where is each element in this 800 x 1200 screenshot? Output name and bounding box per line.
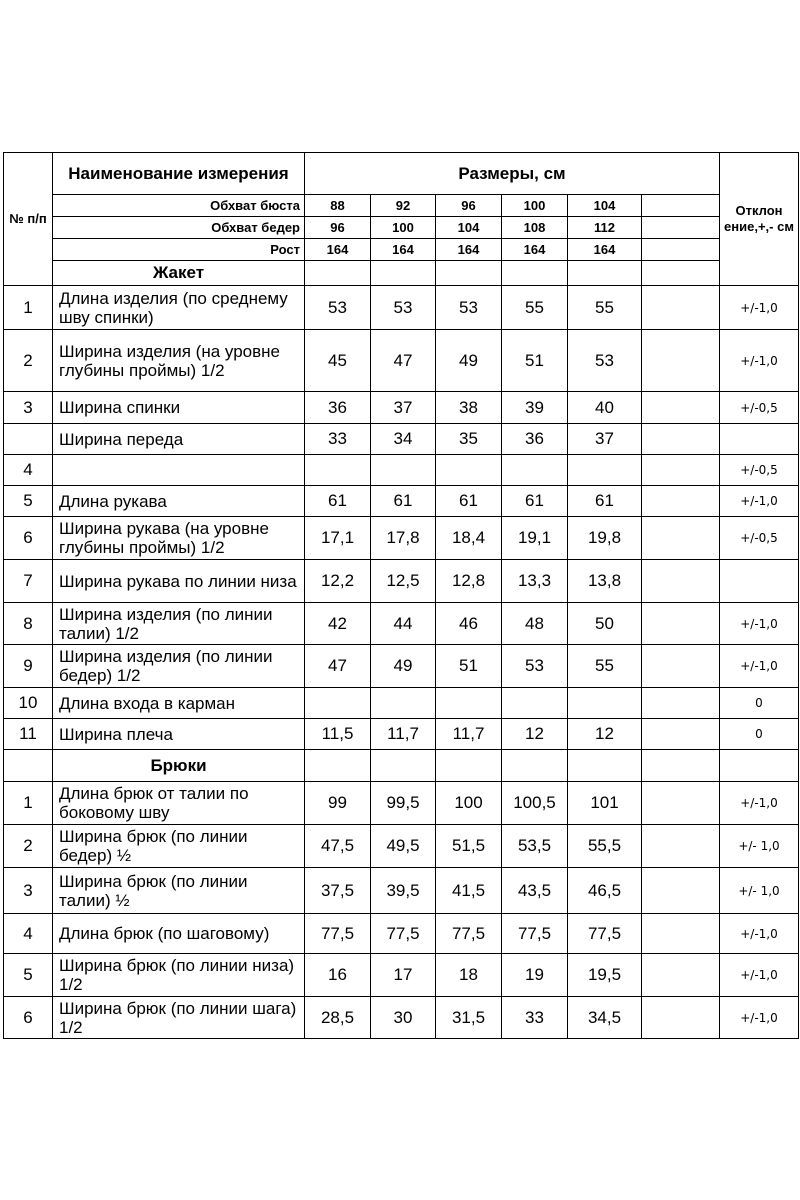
empty-size-cell bbox=[642, 455, 720, 486]
measurement-name: Ширина брюк (по линии шага) 1/2 bbox=[53, 997, 305, 1039]
hips-value: 104 bbox=[436, 217, 502, 239]
size-value: 55 bbox=[568, 645, 642, 688]
size-value: 36 bbox=[502, 424, 568, 455]
size-value: 34 bbox=[371, 424, 436, 455]
empty-size-cell bbox=[642, 286, 720, 330]
row-number: 6 bbox=[4, 517, 53, 560]
empty-size-cell bbox=[642, 195, 720, 217]
table-row bbox=[4, 603, 799, 645]
size-value: 53 bbox=[305, 286, 371, 330]
size-value: 28,5 bbox=[305, 997, 371, 1039]
measurement-name: Длина рукава bbox=[53, 486, 305, 517]
row-number-header: № п/п bbox=[4, 153, 53, 286]
size-value: 48 bbox=[502, 603, 568, 645]
hips-value: 96 bbox=[305, 217, 371, 239]
size-value: 41,5 bbox=[436, 868, 502, 914]
height-value: 164 bbox=[502, 239, 568, 261]
row-number: 1 bbox=[4, 286, 53, 330]
size-value: 38 bbox=[436, 392, 502, 424]
deviation-value: +/-1,0 bbox=[720, 330, 799, 392]
measurement-name: Ширина рукава по линии низа bbox=[53, 560, 305, 603]
size-value: 12,2 bbox=[305, 560, 371, 603]
size-value: 47,5 bbox=[305, 825, 371, 868]
size-value bbox=[502, 455, 568, 486]
size-value: 51 bbox=[436, 645, 502, 688]
size-value: 12 bbox=[502, 719, 568, 750]
size-value: 33 bbox=[502, 997, 568, 1039]
size-value: 30 bbox=[371, 997, 436, 1039]
size-value: 53 bbox=[436, 286, 502, 330]
empty-size-cell bbox=[642, 239, 720, 261]
size-value: 19,5 bbox=[568, 954, 642, 997]
empty-size-cell bbox=[642, 719, 720, 750]
size-value: 13,3 bbox=[502, 560, 568, 603]
size-value: 50 bbox=[568, 603, 642, 645]
hips-value: 108 bbox=[502, 217, 568, 239]
size-value: 19,1 bbox=[502, 517, 568, 560]
table-row bbox=[4, 330, 799, 392]
empty-size-cell bbox=[642, 517, 720, 560]
empty-size-cell bbox=[436, 261, 502, 286]
deviation-value: +/-0,5 bbox=[720, 517, 799, 560]
bust-value: 88 bbox=[305, 195, 371, 217]
deviation-value: +/-0,5 bbox=[720, 392, 799, 424]
empty-size-cell bbox=[642, 603, 720, 645]
size-value: 100 bbox=[436, 782, 502, 825]
size-value bbox=[568, 688, 642, 719]
empty-size-cell bbox=[642, 424, 720, 455]
row-number: 2 bbox=[4, 825, 53, 868]
empty-size-cell bbox=[305, 261, 371, 286]
deviation-value: +/-0,5 bbox=[720, 455, 799, 486]
empty-size-cell bbox=[371, 750, 436, 782]
size-value: 61 bbox=[436, 486, 502, 517]
size-chart-table bbox=[3, 152, 799, 1039]
size-value: 17,8 bbox=[371, 517, 436, 560]
table-row bbox=[4, 719, 799, 750]
deviation-value: 0 bbox=[720, 688, 799, 719]
empty-size-cell bbox=[371, 261, 436, 286]
empty-size-cell bbox=[642, 782, 720, 825]
measurement-name: Длина брюк (по шаговому) bbox=[53, 914, 305, 954]
row-number: 1 bbox=[4, 782, 53, 825]
empty-size-cell bbox=[642, 261, 720, 286]
height-label: Рост bbox=[53, 239, 305, 261]
measurement-name: Длина брюк от талии по боковому шву bbox=[53, 782, 305, 825]
size-value: 46,5 bbox=[568, 868, 642, 914]
deviation-value: +/-1,0 bbox=[720, 954, 799, 997]
bust-label: Обхват бюста bbox=[53, 195, 305, 217]
empty-size-cell bbox=[502, 261, 568, 286]
size-value: 17 bbox=[371, 954, 436, 997]
table-row bbox=[4, 914, 799, 954]
row-number: 5 bbox=[4, 954, 53, 997]
size-value: 40 bbox=[568, 392, 642, 424]
sizes-header: Размеры, см bbox=[305, 153, 720, 195]
deviation-value: +/-1,0 bbox=[720, 486, 799, 517]
size-value: 49 bbox=[436, 330, 502, 392]
empty-size-cell bbox=[642, 750, 720, 782]
empty-size-cell bbox=[642, 954, 720, 997]
size-value: 55 bbox=[502, 286, 568, 330]
deviation-value: 0 bbox=[720, 719, 799, 750]
table-row bbox=[4, 486, 799, 517]
empty-size-cell bbox=[642, 914, 720, 954]
height-value: 164 bbox=[568, 239, 642, 261]
measurement-name: Длина входа в карман bbox=[53, 688, 305, 719]
size-value: 61 bbox=[305, 486, 371, 517]
measurement-name-header: Наименование измерения bbox=[53, 153, 305, 195]
size-value: 19 bbox=[502, 954, 568, 997]
measurement-name: Ширина изделия (по линии бедер) 1/2 bbox=[53, 645, 305, 688]
empty-size-cell bbox=[568, 261, 642, 286]
empty-size-cell bbox=[502, 750, 568, 782]
size-value: 17,1 bbox=[305, 517, 371, 560]
table-row bbox=[4, 424, 799, 455]
size-value: 100,5 bbox=[502, 782, 568, 825]
size-value: 42 bbox=[305, 603, 371, 645]
size-value: 39,5 bbox=[371, 868, 436, 914]
deviation-value: +/-1,0 bbox=[720, 914, 799, 954]
row-number: 4 bbox=[4, 914, 53, 954]
height-value: 164 bbox=[436, 239, 502, 261]
bust-value: 100 bbox=[502, 195, 568, 217]
size-value: 18,4 bbox=[436, 517, 502, 560]
size-value bbox=[436, 688, 502, 719]
row-number: 2 bbox=[4, 330, 53, 392]
hips-value: 112 bbox=[568, 217, 642, 239]
height-value: 164 bbox=[371, 239, 436, 261]
size-value: 77,5 bbox=[305, 914, 371, 954]
size-value: 11,7 bbox=[371, 719, 436, 750]
empty-deviation-cell bbox=[720, 750, 799, 782]
deviation-value bbox=[720, 560, 799, 603]
size-value: 43,5 bbox=[502, 868, 568, 914]
table-row bbox=[4, 825, 799, 868]
size-value: 55,5 bbox=[568, 825, 642, 868]
empty-size-cell bbox=[305, 750, 371, 782]
empty-size-cell bbox=[642, 868, 720, 914]
table-row bbox=[4, 286, 799, 330]
hip-label: Обхват бедер bbox=[53, 217, 305, 239]
table-row bbox=[4, 645, 799, 688]
size-value: 13,8 bbox=[568, 560, 642, 603]
empty-size-cell bbox=[642, 825, 720, 868]
size-value bbox=[568, 455, 642, 486]
size-value: 39 bbox=[502, 392, 568, 424]
empty-size-cell bbox=[436, 750, 502, 782]
size-value: 49 bbox=[371, 645, 436, 688]
empty-size-cell bbox=[642, 486, 720, 517]
size-value: 53 bbox=[568, 330, 642, 392]
bust-value: 92 bbox=[371, 195, 436, 217]
deviation-value: +/-1,0 bbox=[720, 782, 799, 825]
empty-number-cell bbox=[4, 750, 53, 782]
size-value: 12 bbox=[568, 719, 642, 750]
row-number: 5 bbox=[4, 486, 53, 517]
table-row bbox=[4, 688, 799, 719]
size-value: 61 bbox=[371, 486, 436, 517]
table-row bbox=[4, 868, 799, 914]
size-value: 12,8 bbox=[436, 560, 502, 603]
deviation-value: +/-1,0 bbox=[720, 997, 799, 1039]
hips-value: 100 bbox=[371, 217, 436, 239]
empty-size-cell bbox=[642, 392, 720, 424]
size-value: 37 bbox=[568, 424, 642, 455]
size-value bbox=[371, 688, 436, 719]
measurement-name: Ширина рукава (на уровне глубины проймы) 1/2 bbox=[53, 517, 305, 560]
row-number: 6 bbox=[4, 997, 53, 1039]
size-value: 77,5 bbox=[502, 914, 568, 954]
measurement-name: Ширина брюк (по линии бедер) ½ bbox=[53, 825, 305, 868]
height-value: 164 bbox=[305, 239, 371, 261]
size-value: 31,5 bbox=[436, 997, 502, 1039]
size-value bbox=[502, 688, 568, 719]
deviation-value: +/- 1,0 bbox=[720, 825, 799, 868]
row-number: 9 bbox=[4, 645, 53, 688]
row-number: 3 bbox=[4, 392, 53, 424]
empty-size-cell bbox=[642, 688, 720, 719]
size-value: 55 bbox=[568, 286, 642, 330]
size-value: 16 bbox=[305, 954, 371, 997]
size-value: 99 bbox=[305, 782, 371, 825]
table-row bbox=[4, 954, 799, 997]
size-value: 61 bbox=[502, 486, 568, 517]
table-row bbox=[4, 997, 799, 1039]
bust-value: 104 bbox=[568, 195, 642, 217]
size-value: 36 bbox=[305, 392, 371, 424]
row-number: 11 bbox=[4, 719, 53, 750]
measurement-name: Длина изделия (по среднему шву спинки) bbox=[53, 286, 305, 330]
bust-value: 96 bbox=[436, 195, 502, 217]
size-value: 12,5 bbox=[371, 560, 436, 603]
size-value: 46 bbox=[436, 603, 502, 645]
table-row bbox=[4, 782, 799, 825]
table-row bbox=[4, 392, 799, 424]
row-number: 8 bbox=[4, 603, 53, 645]
size-value: 44 bbox=[371, 603, 436, 645]
measurement-name: Ширина изделия (по линии талии) 1/2 bbox=[53, 603, 305, 645]
table-row bbox=[4, 517, 799, 560]
size-value: 51,5 bbox=[436, 825, 502, 868]
size-value: 51 bbox=[502, 330, 568, 392]
measurement-name: Ширина плеча bbox=[53, 719, 305, 750]
size-value: 53 bbox=[371, 286, 436, 330]
deviation-value bbox=[720, 424, 799, 455]
measurement-name: Ширина брюк (по линии низа) 1/2 bbox=[53, 954, 305, 997]
size-value: 34,5 bbox=[568, 997, 642, 1039]
row-number: 3 bbox=[4, 868, 53, 914]
size-value: 77,5 bbox=[436, 914, 502, 954]
size-value: 99,5 bbox=[371, 782, 436, 825]
size-value bbox=[371, 455, 436, 486]
table-row bbox=[4, 560, 799, 603]
deviation-header: Отклон ение,+,- см bbox=[720, 153, 799, 286]
size-value: 53,5 bbox=[502, 825, 568, 868]
size-value bbox=[305, 688, 371, 719]
section-title-trousers: Брюки bbox=[53, 750, 305, 782]
empty-size-cell bbox=[642, 997, 720, 1039]
size-value: 53 bbox=[502, 645, 568, 688]
size-value: 47 bbox=[371, 330, 436, 392]
row-number: 10 bbox=[4, 688, 53, 719]
size-value: 77,5 bbox=[568, 914, 642, 954]
size-value: 11,5 bbox=[305, 719, 371, 750]
empty-size-cell bbox=[568, 750, 642, 782]
measurement-name: Ширина спинки bbox=[53, 392, 305, 424]
deviation-value: +/-1,0 bbox=[720, 286, 799, 330]
size-value: 19,8 bbox=[568, 517, 642, 560]
size-value: 37,5 bbox=[305, 868, 371, 914]
size-value: 11,7 bbox=[436, 719, 502, 750]
deviation-value: +/-1,0 bbox=[720, 603, 799, 645]
size-value: 101 bbox=[568, 782, 642, 825]
section-title-jacket: Жакет bbox=[53, 261, 305, 286]
size-value: 33 bbox=[305, 424, 371, 455]
measurement-name: Ширина брюк (по линии талии) ½ bbox=[53, 868, 305, 914]
size-value: 37 bbox=[371, 392, 436, 424]
measurement-name bbox=[53, 455, 305, 486]
size-value bbox=[436, 455, 502, 486]
size-value: 47 bbox=[305, 645, 371, 688]
size-value: 18 bbox=[436, 954, 502, 997]
empty-size-cell bbox=[642, 330, 720, 392]
row-number: 7 bbox=[4, 560, 53, 603]
deviation-value: +/-1,0 bbox=[720, 645, 799, 688]
measurement-name: Ширина изделия (на уровне глубины проймы) 1/2 bbox=[53, 330, 305, 392]
empty-size-cell bbox=[642, 560, 720, 603]
table-row bbox=[4, 455, 799, 486]
size-value: 77,5 bbox=[371, 914, 436, 954]
size-value: 49,5 bbox=[371, 825, 436, 868]
empty-size-cell bbox=[642, 217, 720, 239]
size-value: 35 bbox=[436, 424, 502, 455]
empty-size-cell bbox=[642, 645, 720, 688]
deviation-value: +/- 1,0 bbox=[720, 868, 799, 914]
row-number: 4 bbox=[4, 455, 53, 486]
row-number bbox=[4, 424, 53, 455]
size-value: 45 bbox=[305, 330, 371, 392]
size-value: 61 bbox=[568, 486, 642, 517]
measurement-name: Ширина переда bbox=[53, 424, 305, 455]
size-value bbox=[305, 455, 371, 486]
